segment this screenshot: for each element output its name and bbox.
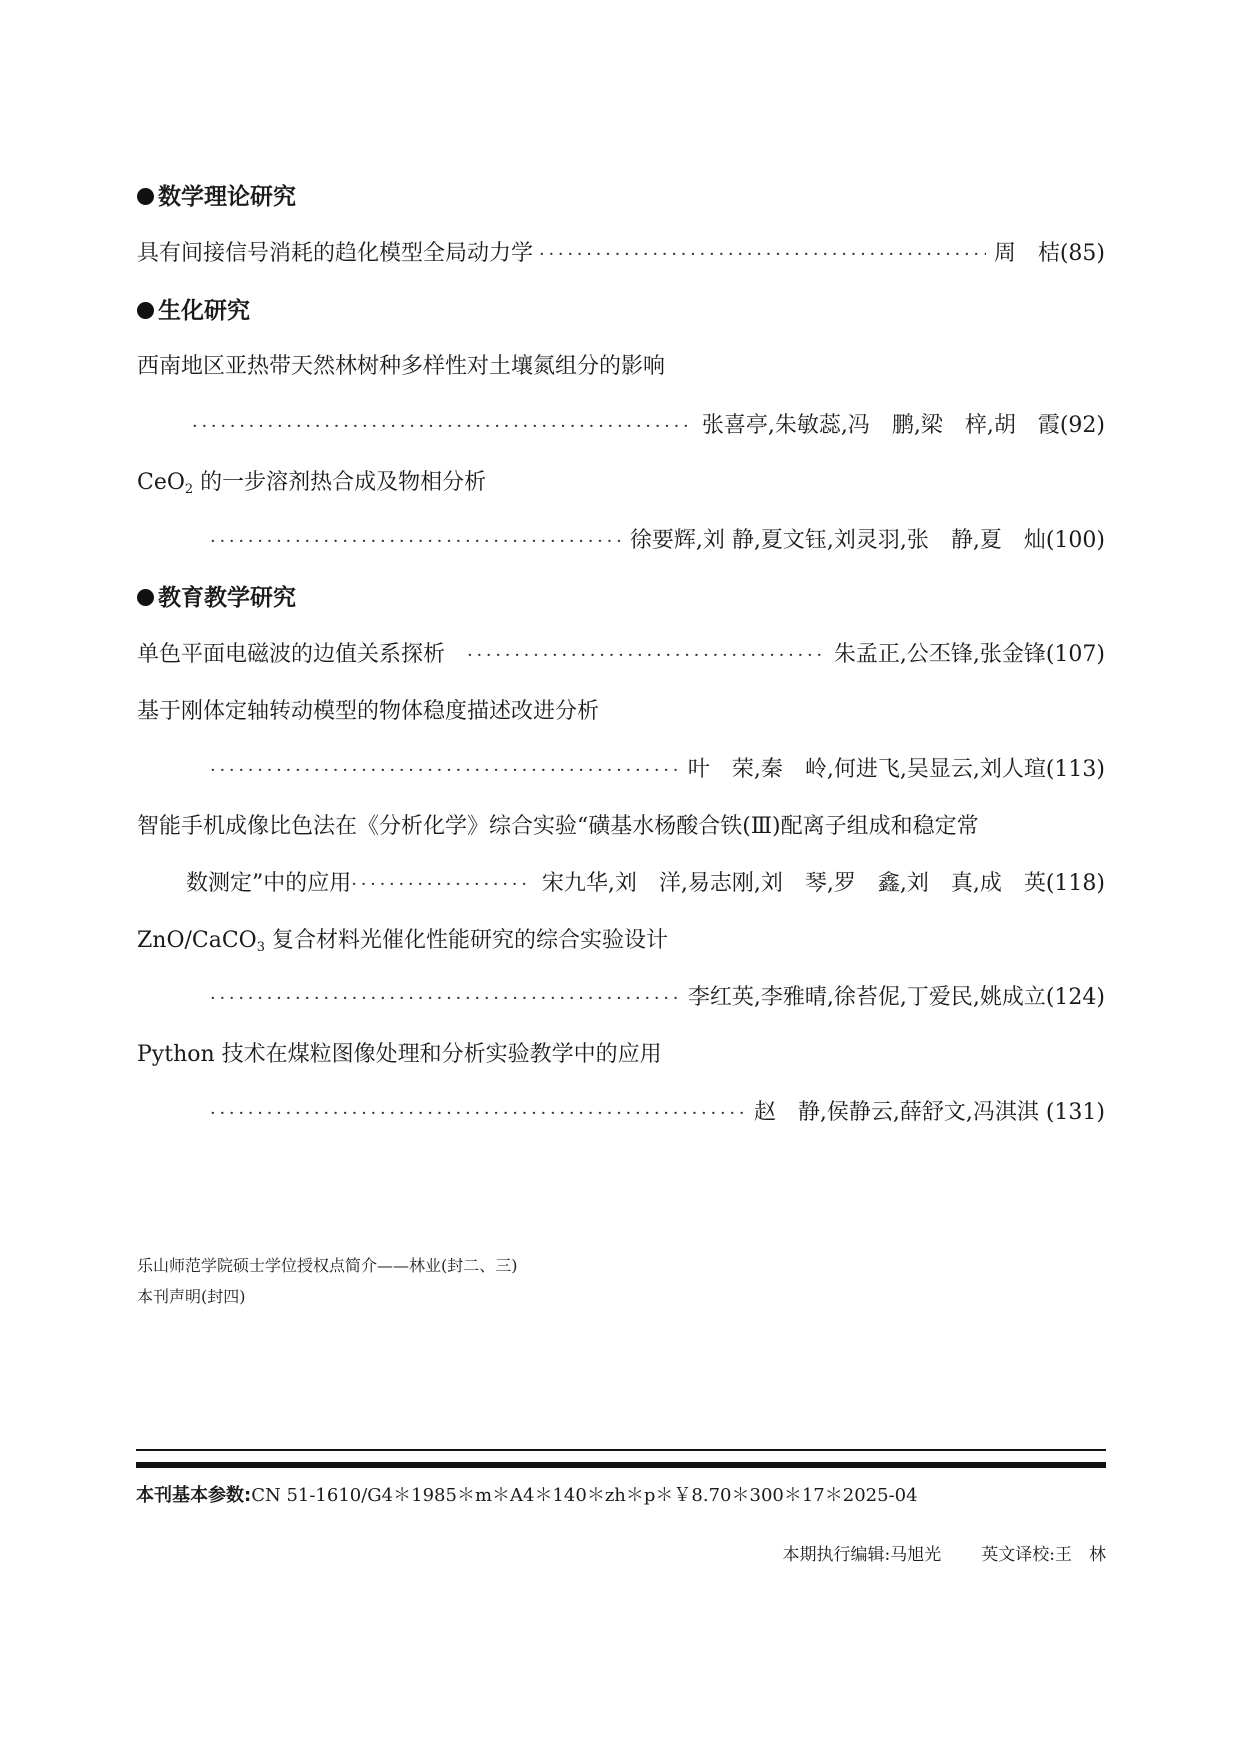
article-title: 单色平面电磁波的边值关系探析	[137, 642, 446, 667]
note-line[interactable]: 乐山师范学院硕士学位授权点简介——林业(封二、三)	[137, 1256, 518, 1275]
article-authors: 张喜亭,朱敏蕊,冯 鹏,梁 梓,胡 霞	[701, 413, 1060, 438]
article-authors: 朱孟正,公丕锋,张金锋	[833, 642, 1046, 667]
bullet-icon	[137, 589, 154, 606]
article-page: (118)	[1045, 871, 1105, 896]
params-label: 本刊基本参数:	[136, 1485, 252, 1506]
params-value: CN 51-1610/G4＊1985＊m＊A4＊140＊zh＊p＊￥8.70＊300＊17＊2025-04	[251, 1485, 918, 1506]
article-title-continuation: 数测定”中的应用	[186, 871, 352, 896]
dot-leader	[210, 1099, 746, 1129]
article-title[interactable]: CeO$_2$ 的一步溶剂热合成及物相分析	[137, 470, 487, 497]
toc-entry[interactable]	[210, 526, 1105, 556]
toc-entry[interactable]	[210, 983, 1105, 1013]
article-page: (124)	[1045, 985, 1105, 1010]
article-title[interactable]: 智能手机成像比色法在《分析化学》综合实验“磺基水杨酸合铁(Ⅲ)配离子组成和稳定常	[137, 814, 979, 839]
dot-leader	[539, 240, 986, 270]
article-page: (131)	[1038, 1100, 1105, 1125]
article-page: (107)	[1045, 642, 1105, 667]
article-authors: 赵 静,侯静云,薛舒文,冯淇淇	[753, 1100, 1039, 1125]
section-heading-biochem: 生化研究	[137, 297, 250, 325]
article-authors: 叶 荣,秦 岭,何进飞,吴显云,刘人瑄	[687, 757, 1046, 782]
article-title[interactable]: 基于刚体定轴转动模型的物体稳度描述改进分析	[137, 699, 600, 724]
divider-thin	[136, 1449, 1106, 1451]
dot-leader	[467, 641, 826, 671]
article-page: (85)	[1059, 241, 1105, 266]
section-heading-education: 教育教学研究	[137, 584, 296, 612]
toc-entry[interactable]	[137, 239, 1105, 269]
article-authors: 徐要辉,刘 静,夏文钰,刘灵羽,张 静,夏 灿	[629, 528, 1046, 553]
toc-entry[interactable]	[137, 640, 1105, 670]
bullet-icon	[137, 302, 154, 319]
article-page: (92)	[1059, 413, 1105, 438]
article-page: (100)	[1045, 528, 1105, 553]
dot-leader	[351, 870, 532, 900]
article-page: (113)	[1045, 757, 1105, 782]
article-title[interactable]: 西南地区亚热带天然林树种多样性对土壤氮组分的影响	[137, 354, 666, 379]
dot-leader	[210, 527, 622, 557]
dot-leader	[192, 412, 694, 442]
toc-entry[interactable]	[192, 411, 1105, 441]
article-title[interactable]: ZnO/CaCO$_3$ 复合材料光催化性能研究的综合实验设计	[137, 928, 669, 955]
section-heading-math: 数学理论研究	[137, 183, 296, 211]
journal-params	[136, 1483, 918, 1509]
toc-entry[interactable]	[210, 755, 1105, 785]
note-line[interactable]: 本刊声明(封四)	[137, 1287, 246, 1306]
article-authors: 宋九华,刘 洋,易志刚,刘 琴,罗 鑫,刘 真,成 英	[541, 871, 1046, 896]
divider-thick	[136, 1462, 1106, 1468]
dot-leader	[210, 756, 680, 786]
bullet-icon	[137, 188, 154, 205]
article-authors: 李红英,李雅晴,徐苔伲,丁爱民,姚成立	[687, 985, 1046, 1010]
translation-editor: 英文译校:王 林	[981, 1545, 1106, 1565]
article-title: 具有间接信号消耗的趋化模型全局动力学	[137, 241, 534, 266]
dot-leader	[210, 984, 680, 1014]
toc-entry[interactable]	[186, 869, 1105, 899]
toc-entry[interactable]	[210, 1098, 1105, 1128]
editors-line	[783, 1543, 1106, 1567]
article-authors: 周 桔	[993, 241, 1060, 266]
article-title[interactable]: Python 技术在煤粒图像处理和分析实验教学中的应用	[137, 1042, 662, 1067]
executive-editor: 本期执行编辑:马旭光	[782, 1545, 942, 1565]
